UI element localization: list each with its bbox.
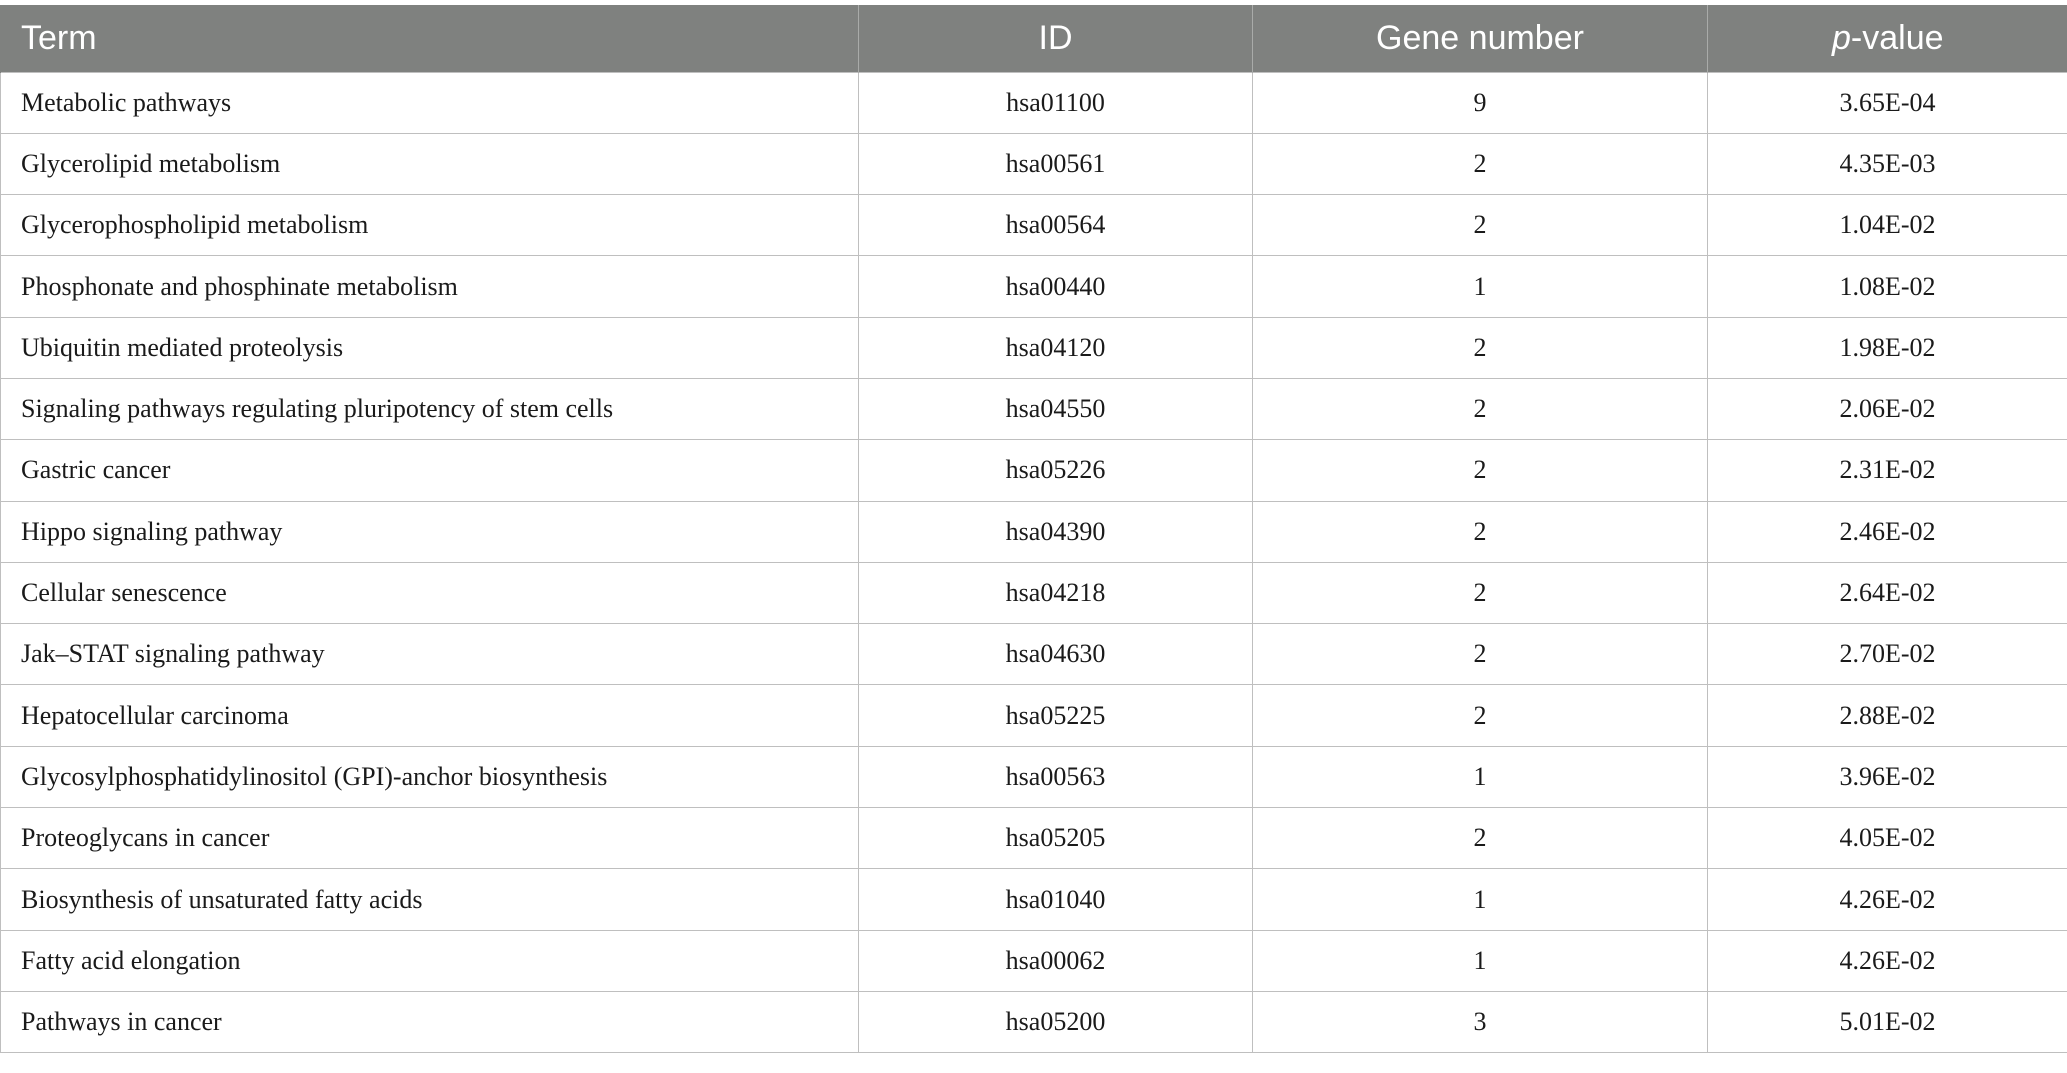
table-row: [1, 930, 2067, 991]
table-body: [1, 72, 2067, 1053]
cell-p-value: 1.04E-02: [1708, 195, 2067, 256]
cell-id: hsa05226: [859, 440, 1253, 501]
cell-id: hsa04630: [859, 624, 1253, 685]
header-p-italic: p: [1831, 18, 1851, 57]
cell-gene-number: 2: [1253, 317, 1708, 378]
cell-p-value: 3.65E-04: [1708, 72, 2067, 133]
cell-term: Ubiquitin mediated proteolysis: [1, 317, 859, 378]
header-id: ID: [859, 5, 1253, 72]
cell-p-value: 5.01E-02: [1708, 991, 2067, 1052]
cell-gene-number: 2: [1253, 195, 1708, 256]
cell-gene-number: 2: [1253, 501, 1708, 562]
table-row: [1, 991, 2067, 1052]
cell-term: Gastric cancer: [1, 440, 859, 501]
cell-id: hsa00561: [859, 133, 1253, 194]
table-row: [1, 317, 2067, 378]
cell-p-value: 2.31E-02: [1708, 440, 2067, 501]
cell-id: hsa00563: [859, 746, 1253, 807]
table-row: [1, 562, 2067, 623]
cell-term: Jak–STAT signaling pathway: [1, 624, 859, 685]
cell-term: Phosphonate and phosphinate metabolism: [1, 256, 859, 317]
cell-term: Glycosylphosphatidylinositol (GPI)-anchor biosynthesis: [1, 746, 859, 807]
cell-term: Proteoglycans in cancer: [1, 808, 859, 869]
cell-term: Glycerolipid metabolism: [1, 133, 859, 194]
header-row: [1, 5, 2067, 72]
cell-p-value: 3.96E-02: [1708, 746, 2067, 807]
cell-gene-number: 2: [1253, 562, 1708, 623]
table-header: [1, 5, 2067, 72]
table-row: [1, 72, 2067, 133]
cell-term: Hepatocellular carcinoma: [1, 685, 859, 746]
cell-id: hsa00062: [859, 930, 1253, 991]
cell-id: hsa00440: [859, 256, 1253, 317]
cell-id: hsa04120: [859, 317, 1253, 378]
cell-p-value: 2.88E-02: [1708, 685, 2067, 746]
cell-gene-number: 1: [1253, 746, 1708, 807]
table-row: [1, 685, 2067, 746]
cell-id: hsa05225: [859, 685, 1253, 746]
table-row: [1, 378, 2067, 439]
header-p-rest: -value: [1850, 18, 1944, 57]
cell-id: hsa01100: [859, 72, 1253, 133]
data-table: [0, 5, 2067, 1053]
cell-term: Cellular senescence: [1, 562, 859, 623]
table-row: [1, 256, 2067, 317]
cell-p-value: 1.98E-02: [1708, 317, 2067, 378]
cell-term: Pathways in cancer: [1, 991, 859, 1052]
cell-gene-number: 3: [1253, 991, 1708, 1052]
cell-gene-number: 2: [1253, 624, 1708, 685]
cell-p-value: 2.46E-02: [1708, 501, 2067, 562]
cell-term: Fatty acid elongation: [1, 930, 859, 991]
cell-gene-number: 2: [1253, 440, 1708, 501]
cell-id: hsa05200: [859, 991, 1253, 1052]
cell-id: hsa00564: [859, 195, 1253, 256]
table-row: [1, 440, 2067, 501]
cell-id: hsa01040: [859, 869, 1253, 930]
cell-gene-number: 1: [1253, 930, 1708, 991]
cell-p-value: 2.70E-02: [1708, 624, 2067, 685]
table-row: [1, 133, 2067, 194]
cell-gene-number: 1: [1253, 256, 1708, 317]
cell-gene-number: 2: [1253, 685, 1708, 746]
header-term: Term: [1, 5, 859, 72]
cell-p-value: 4.26E-02: [1708, 930, 2067, 991]
cell-id: hsa04218: [859, 562, 1253, 623]
cell-term: Hippo signaling pathway: [1, 501, 859, 562]
header-p-value: [1708, 5, 2067, 72]
cell-p-value: 1.08E-02: [1708, 256, 2067, 317]
table-row: [1, 501, 2067, 562]
table-row: [1, 746, 2067, 807]
cell-p-value: 4.26E-02: [1708, 869, 2067, 930]
cell-p-value: 4.35E-03: [1708, 133, 2067, 194]
cell-id: hsa04390: [859, 501, 1253, 562]
cell-gene-number: 2: [1253, 133, 1708, 194]
cell-gene-number: 2: [1253, 808, 1708, 869]
cell-term: Signaling pathways regulating pluripotency of stem cells: [1, 378, 859, 439]
cell-term: Biosynthesis of unsaturated fatty acids: [1, 869, 859, 930]
kegg-pathway-table: [0, 5, 2067, 1053]
table-row: [1, 869, 2067, 930]
cell-gene-number: 2: [1253, 378, 1708, 439]
cell-p-value: 2.06E-02: [1708, 378, 2067, 439]
table-row: [1, 195, 2067, 256]
cell-p-value: 2.64E-02: [1708, 562, 2067, 623]
header-gene-number: Gene number: [1253, 5, 1708, 72]
table-row: [1, 624, 2067, 685]
cell-term: Metabolic pathways: [1, 72, 859, 133]
cell-p-value: 4.05E-02: [1708, 808, 2067, 869]
cell-gene-number: 1: [1253, 869, 1708, 930]
cell-term: Glycerophospholipid metabolism: [1, 195, 859, 256]
cell-gene-number: 9: [1253, 72, 1708, 133]
cell-id: hsa04550: [859, 378, 1253, 439]
cell-id: hsa05205: [859, 808, 1253, 869]
table-row: [1, 808, 2067, 869]
